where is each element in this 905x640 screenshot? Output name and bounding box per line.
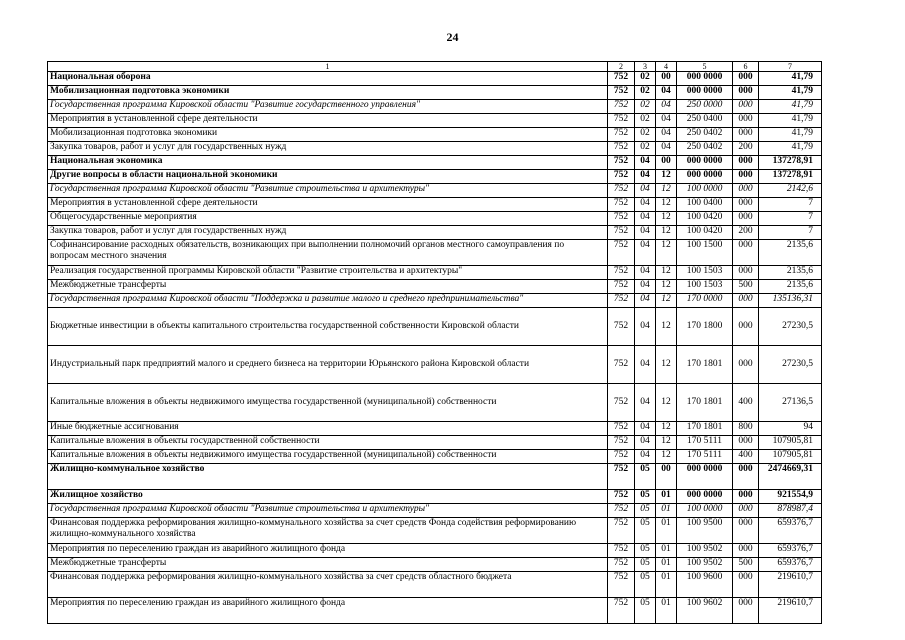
row-code-section: 04 [635,436,656,450]
row-amount: 2135,6 [759,266,822,280]
row-code-target: 170 1800 [677,308,733,346]
row-amount: 2142,6 [759,184,822,198]
row-code-target: 100 9600 [677,572,733,598]
row-code-subsection: 12 [656,266,677,280]
row-code-ministry: 752 [608,294,635,308]
column-number: 4 [656,62,677,72]
row-name-cell: Индустриальный парк предприятий малого и среднего бизнеса на территории Юрьянского района Кировской области [48,346,608,384]
row-code-target: 100 9502 [677,544,733,558]
row-code-subsection: 12 [656,294,677,308]
row-code-expense-type: 000 [733,346,759,384]
row-code-target: 250 0402 [677,142,733,156]
budget-table [47,61,822,624]
row-code-expense-type: 500 [733,558,759,572]
row-amount: 2135,6 [759,280,822,294]
table-row [48,518,822,544]
row-code-expense-type: 000 [733,504,759,518]
row-code-target: 100 1503 [677,280,733,294]
row-code-expense-type: 000 [733,572,759,598]
row-amount: 878987,4 [759,504,822,518]
row-code-subsection: 12 [656,240,677,266]
column-number: 5 [677,62,733,72]
row-name-cell: Мероприятия по переселению граждан из аварийного жилищного фонда [48,544,608,558]
row-code-section: 05 [635,598,656,624]
table-row [48,86,822,100]
table-row [48,100,822,114]
row-code-subsection: 12 [656,308,677,346]
table-row [48,422,822,436]
row-name-cell: Государственная программа Кировской области "Развитие строительства и архитектуры" [48,184,608,198]
row-code-target: 000 0000 [677,490,733,504]
row-code-subsection: 00 [656,464,677,490]
table-row [48,490,822,504]
row-code-section: 04 [635,280,656,294]
row-name-cell: Государственная программа Кировской области "Развитие строительства и архитектуры" [48,504,608,518]
table-row [48,128,822,142]
row-code-section: 02 [635,128,656,142]
row-name-cell: Закупка товаров, работ и услуг для государственных нужд [48,142,608,156]
row-code-expense-type: 400 [733,384,759,422]
row-amount: 137278,91 [759,156,822,170]
row-code-expense-type: 000 [733,72,759,86]
row-code-ministry: 752 [608,490,635,504]
row-code-expense-type: 500 [733,280,759,294]
row-name-cell: Закупка товаров, работ и услуг для государственных нужд [48,226,608,240]
row-code-subsection: 12 [656,436,677,450]
row-amount: 27136,5 [759,384,822,422]
row-code-target: 000 0000 [677,464,733,490]
row-name-cell: Государственная программа Кировской области "Поддержка и развитие малого и среднего предпринимательства" [48,294,608,308]
row-code-section: 04 [635,170,656,184]
row-code-ministry: 752 [608,240,635,266]
column-number: 6 [733,62,759,72]
row-code-section: 02 [635,100,656,114]
row-code-subsection: 12 [656,450,677,464]
row-code-ministry: 752 [608,212,635,226]
table-row [48,280,822,294]
column-number: 1 [48,62,608,72]
row-code-expense-type: 000 [733,86,759,100]
row-code-subsection: 01 [656,598,677,624]
row-code-target: 100 0420 [677,212,733,226]
row-code-target: 250 0400 [677,114,733,128]
row-amount: 7 [759,198,822,212]
table-row [48,240,822,266]
row-amount: 2135,6 [759,240,822,266]
row-code-ministry: 752 [608,184,635,198]
row-code-section: 05 [635,464,656,490]
row-code-target: 100 0420 [677,226,733,240]
row-code-ministry: 752 [608,504,635,518]
row-code-ministry: 752 [608,422,635,436]
row-code-ministry: 752 [608,128,635,142]
row-name-cell: Мероприятия в установленной сфере деятельности [48,198,608,212]
row-code-section: 05 [635,504,656,518]
row-code-section: 05 [635,490,656,504]
row-code-section: 02 [635,114,656,128]
row-code-subsection: 01 [656,504,677,518]
row-name-cell: Жилищно-коммунальное хозяйство [48,464,608,490]
row-code-target: 000 0000 [677,86,733,100]
row-code-ministry: 752 [608,598,635,624]
row-code-expense-type: 000 [733,156,759,170]
row-amount: 659376,7 [759,518,822,544]
row-name-cell: Жилищное хозяйство [48,490,608,504]
row-code-ministry: 752 [608,464,635,490]
table-row [48,384,822,422]
row-code-subsection: 04 [656,142,677,156]
table-row [48,436,822,450]
row-code-subsection: 01 [656,490,677,504]
row-code-expense-type: 000 [733,294,759,308]
row-name-cell: Мероприятия в установленной сфере деятельности [48,114,608,128]
row-code-ministry: 752 [608,450,635,464]
table-row [48,450,822,464]
table-row [48,184,822,198]
row-code-subsection: 01 [656,558,677,572]
column-number-row [48,62,822,72]
row-code-ministry: 752 [608,156,635,170]
row-code-section: 02 [635,86,656,100]
row-code-expense-type: 200 [733,142,759,156]
row-code-subsection: 12 [656,170,677,184]
row-code-section: 02 [635,72,656,86]
row-code-section: 04 [635,198,656,212]
table-row [48,504,822,518]
row-code-expense-type: 000 [733,100,759,114]
row-code-ministry: 752 [608,518,635,544]
row-code-target: 100 1500 [677,240,733,266]
row-code-target: 100 0000 [677,504,733,518]
row-name-cell: Реализация государственной программы Кировской области "Развитие строительства и архитектуры" [48,266,608,280]
table-row [48,142,822,156]
row-code-expense-type: 000 [733,464,759,490]
row-name-cell: Капитальные вложения в объекты недвижимого имущества государственной (муниципальной) собственности [48,384,608,422]
row-code-target: 100 9602 [677,598,733,624]
table-row [48,72,822,86]
row-amount: 41,79 [759,86,822,100]
table-body [48,62,822,624]
row-code-ministry: 752 [608,384,635,422]
row-amount: 27230,5 [759,308,822,346]
row-code-section: 04 [635,346,656,384]
row-code-target: 000 0000 [677,72,733,86]
row-code-section: 04 [635,226,656,240]
row-code-section: 04 [635,308,656,346]
row-code-target: 170 5111 [677,450,733,464]
table-row [48,266,822,280]
row-code-target: 170 5111 [677,436,733,450]
row-name-cell: Национальная экономика [48,156,608,170]
row-code-target: 000 0000 [677,170,733,184]
row-code-subsection: 01 [656,572,677,598]
row-code-expense-type: 000 [733,198,759,212]
row-code-section: 05 [635,572,656,598]
row-amount: 41,79 [759,114,822,128]
row-amount: 107905,81 [759,436,822,450]
row-code-target: 100 0000 [677,184,733,198]
table-row [48,544,822,558]
row-amount: 7 [759,212,822,226]
row-code-ministry: 752 [608,280,635,294]
row-code-subsection: 01 [656,518,677,544]
row-code-subsection: 04 [656,100,677,114]
row-code-expense-type: 000 [733,598,759,624]
row-code-expense-type: 000 [733,184,759,198]
row-code-subsection: 01 [656,544,677,558]
row-code-section: 05 [635,544,656,558]
row-amount: 27230,5 [759,346,822,384]
row-code-target: 170 1801 [677,384,733,422]
row-code-section: 04 [635,294,656,308]
row-code-ministry: 752 [608,266,635,280]
row-name-cell: Общегосударственные мероприятия [48,212,608,226]
row-code-expense-type: 200 [733,226,759,240]
row-code-target: 100 0400 [677,198,733,212]
row-code-ministry: 752 [608,170,635,184]
row-code-target: 100 9500 [677,518,733,544]
table-row [48,212,822,226]
row-code-expense-type: 000 [733,114,759,128]
row-code-section: 04 [635,156,656,170]
row-name-cell: Другие вопросы в области национальной экономики [48,170,608,184]
row-amount: 41,79 [759,72,822,86]
row-name-cell: Капитальные вложения в объекты недвижимого имущества государственной (муниципальной) собственности [48,450,608,464]
row-code-ministry: 752 [608,72,635,86]
row-code-target: 100 9502 [677,558,733,572]
row-name-cell: Межбюджетные трансферты [48,558,608,572]
row-amount: 659376,7 [759,544,822,558]
table-row [48,598,822,624]
row-amount: 219610,7 [759,572,822,598]
row-code-section: 05 [635,558,656,572]
row-code-section: 04 [635,266,656,280]
row-amount: 2474669,31 [759,464,822,490]
table-row [48,346,822,384]
table-row [48,572,822,598]
column-number: 2 [608,62,635,72]
table-row [48,156,822,170]
row-code-ministry: 752 [608,558,635,572]
row-code-section: 04 [635,450,656,464]
row-code-ministry: 752 [608,142,635,156]
row-code-ministry: 752 [608,346,635,384]
row-code-subsection: 12 [656,198,677,212]
row-code-subsection: 04 [656,128,677,142]
row-code-subsection: 12 [656,280,677,294]
row-name-cell: Национальная оборона [48,72,608,86]
table-row [48,308,822,346]
row-amount: 7 [759,226,822,240]
row-code-section: 05 [635,518,656,544]
column-number: 3 [635,62,656,72]
row-code-expense-type: 000 [733,212,759,226]
row-code-target: 170 1801 [677,422,733,436]
row-code-ministry: 752 [608,572,635,598]
row-code-expense-type: 000 [733,308,759,346]
row-code-section: 04 [635,184,656,198]
row-code-ministry: 752 [608,544,635,558]
row-code-target: 100 1503 [677,266,733,280]
table-row [48,170,822,184]
row-amount: 41,79 [759,142,822,156]
row-amount: 135136,31 [759,294,822,308]
row-name-cell: Финансовая поддержка реформирования жилищно-коммунального хозяйства за счет средств Фонда содействия реформированию жилищно-коммунального хозяйства [48,518,608,544]
row-code-ministry: 752 [608,308,635,346]
table-row [48,114,822,128]
row-code-expense-type: 000 [733,170,759,184]
row-code-section: 04 [635,240,656,266]
row-code-expense-type: 400 [733,450,759,464]
row-code-target: 000 0000 [677,156,733,170]
row-code-target: 170 0000 [677,294,733,308]
row-name-cell: Капитальные вложения в объекты государственной собственности [48,436,608,450]
row-name-cell: Иные бюджетные ассигнования [48,422,608,436]
row-code-section: 02 [635,142,656,156]
row-amount: 659376,7 [759,558,822,572]
row-name-cell: Мобилизационная подготовка экономики [48,128,608,142]
row-code-expense-type: 000 [733,490,759,504]
row-name-cell: Бюджетные инвестиции в объекты капитального строительства государственной собственности Кировской области [48,308,608,346]
table-row [48,226,822,240]
row-code-subsection: 00 [656,156,677,170]
row-code-expense-type: 000 [733,266,759,280]
row-code-subsection: 00 [656,72,677,86]
table-row [48,464,822,490]
row-code-section: 04 [635,212,656,226]
row-code-ministry: 752 [608,198,635,212]
row-name-cell: Государственная программа Кировской области "Развитие государственного управления" [48,100,608,114]
row-amount: 219610,7 [759,598,822,624]
row-code-expense-type: 000 [733,544,759,558]
page-number: 24 [446,30,459,44]
row-code-expense-type: 800 [733,422,759,436]
table-row [48,558,822,572]
row-code-subsection: 12 [656,422,677,436]
row-code-subsection: 04 [656,86,677,100]
row-code-target: 250 0402 [677,128,733,142]
row-code-ministry: 752 [608,436,635,450]
row-amount: 41,79 [759,128,822,142]
row-code-target: 170 1801 [677,346,733,384]
row-code-expense-type: 000 [733,240,759,266]
row-code-subsection: 04 [656,114,677,128]
row-code-subsection: 12 [656,226,677,240]
row-name-cell: Мобилизационная подготовка экономики [48,86,608,100]
row-code-target: 250 0000 [677,100,733,114]
column-number: 7 [759,62,822,72]
row-amount: 107905,81 [759,450,822,464]
row-code-subsection: 12 [656,212,677,226]
row-code-expense-type: 000 [733,518,759,544]
row-code-ministry: 752 [608,100,635,114]
row-name-cell: Межбюджетные трансферты [48,280,608,294]
row-amount: 41,79 [759,100,822,114]
row-amount: 921554,9 [759,490,822,504]
row-code-ministry: 752 [608,86,635,100]
row-code-ministry: 752 [608,226,635,240]
row-code-expense-type: 000 [733,128,759,142]
row-code-subsection: 12 [656,384,677,422]
table-row [48,198,822,212]
row-amount: 137278,91 [759,170,822,184]
row-code-subsection: 12 [656,184,677,198]
table-row [48,294,822,308]
row-amount: 94 [759,422,822,436]
row-name-cell: Софинансирование расходных обязательств, возникающих при выполнении полномочий органов местного самоуправления по вопросам местного значения [48,240,608,266]
row-code-subsection: 12 [656,346,677,384]
row-name-cell: Мероприятия по переселению граждан из аварийного жилищного фонда [48,598,608,624]
row-code-section: 04 [635,422,656,436]
row-code-section: 04 [635,384,656,422]
row-code-expense-type: 000 [733,436,759,450]
row-name-cell: Финансовая поддержка реформирования жилищно-коммунального хозяйства за счет средств областного бюджета [48,572,608,598]
row-code-ministry: 752 [608,114,635,128]
